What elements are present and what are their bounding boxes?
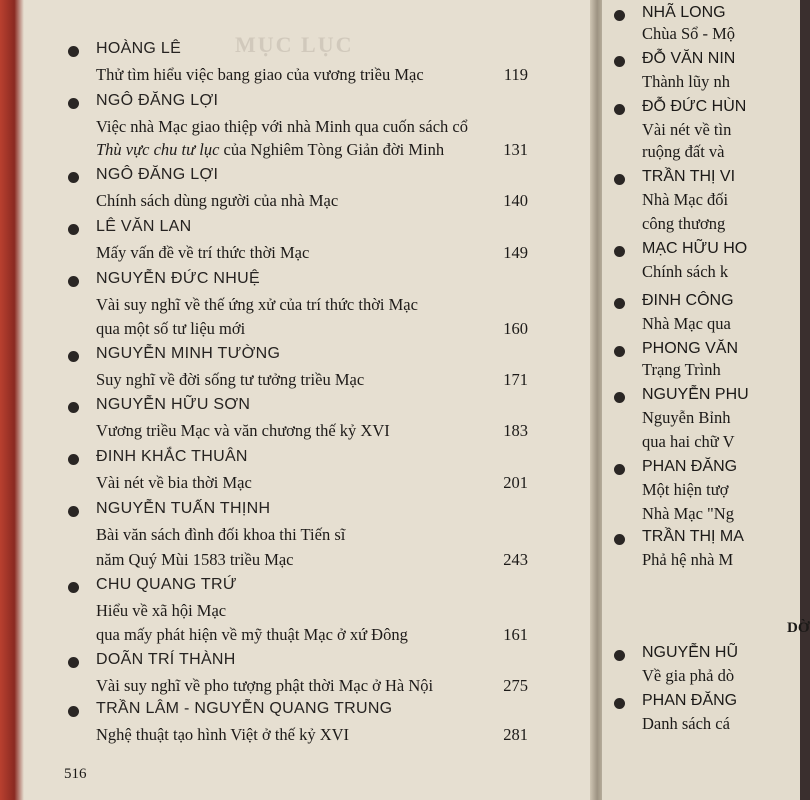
entry-author: NGUYỄN HŨ xyxy=(642,644,739,661)
entry-author: LÊ VĂN LAN xyxy=(96,218,192,235)
entry-title: Phả hệ nhà M xyxy=(642,550,734,569)
entry-title: Bài văn sách đình đối khoa thi Tiến sĩ xyxy=(96,525,346,544)
entry-page-number: 119 xyxy=(503,65,528,84)
entry-author: HOÀNG LÊ xyxy=(96,40,182,57)
entry-title: Nghệ thuật tạo hình Việt ở thế kỷ XVI xyxy=(96,725,350,744)
entry-author: CHU QUANG TRỨ xyxy=(96,576,237,593)
bullet-icon xyxy=(68,224,79,235)
entry-title-line-2: qua mấy phát hiện về mỹ thuật Mạc ở xứ Đông xyxy=(96,625,408,644)
bullet-icon xyxy=(614,346,625,357)
entry-title: Vài nét về tìn xyxy=(642,120,732,139)
bullet-icon xyxy=(68,454,79,465)
entry-author: PHONG VĂN xyxy=(642,340,739,357)
entry-title-line-2: Nhà Mạc "Ng xyxy=(642,504,734,523)
bullet-icon xyxy=(614,246,625,257)
page-folio: 516 xyxy=(64,766,87,782)
entry-title: Trạng Trình xyxy=(642,360,721,379)
entry-author: DOÃN TRÍ THÀNH xyxy=(96,651,236,668)
page-edge-shadow xyxy=(0,0,24,800)
entry-title: Thành lũy nh xyxy=(642,72,730,91)
entry-author: TRẦN THỊ VI xyxy=(642,168,736,185)
bullet-icon xyxy=(614,174,625,185)
entry-title: Về gia phả dò xyxy=(642,666,735,685)
entry-title-line-2 xyxy=(96,140,444,160)
entry-author: PHAN ĐĂNG xyxy=(642,458,738,475)
entry-page-number: 275 xyxy=(503,676,528,695)
entry-title-line-2: công thương xyxy=(642,214,726,233)
entry-title: Vương triều Mạc và văn chương thế kỷ XVI xyxy=(96,421,390,440)
entry-title: Vài nét về bia thời Mạc xyxy=(96,473,252,492)
entry-title: Nhà Mạc đối xyxy=(642,190,729,209)
entry-page-number: 161 xyxy=(503,625,528,644)
entry-page-number: 201 xyxy=(503,473,528,492)
bullet-icon xyxy=(68,402,79,413)
entry-title: Chính sách dùng người của nhà Mạc xyxy=(96,191,339,210)
bullet-icon xyxy=(68,657,79,668)
bullet-icon xyxy=(68,276,79,287)
entry-author: NGUYỄN PHU xyxy=(642,386,749,403)
entry-title: Hiểu về xã hội Mạc xyxy=(96,601,227,620)
bullet-icon xyxy=(68,706,79,717)
show-through-heading: MỤC LỤC xyxy=(235,32,354,57)
entry-page-number: 149 xyxy=(503,243,528,262)
bullet-icon xyxy=(614,464,625,475)
entry-page-number: 281 xyxy=(503,725,528,744)
entry-page-number: 243 xyxy=(503,550,528,569)
entry-author: MẠC HỮU HO xyxy=(642,240,748,257)
bullet-icon xyxy=(68,46,79,57)
entry-author: ĐINH KHẮC THUÂN xyxy=(96,448,248,465)
entry-page-number: 140 xyxy=(503,191,528,210)
entry-title-line-2: qua hai chữ V xyxy=(642,432,735,451)
entry-title: Nhà Mạc qua xyxy=(642,314,731,333)
bullet-icon xyxy=(614,392,625,403)
bullet-icon xyxy=(614,534,625,545)
bullet-icon xyxy=(614,650,625,661)
entry-author: TRẦN THỊ MA xyxy=(642,528,744,545)
bullet-icon xyxy=(68,98,79,109)
entry-page-number: 131 xyxy=(503,140,528,159)
entry-author: ĐINH CÔNG xyxy=(642,292,734,309)
entry-author: NGUYỄN HỮU SƠN xyxy=(96,396,251,413)
entry-author: NHÃ LONG xyxy=(642,4,726,21)
entry-title: Việc nhà Mạc giao thiệp với nhà Minh qua cuốn sách cổ xyxy=(96,117,468,136)
bullet-icon xyxy=(614,56,625,67)
entry-author: NGUYỄN ĐỨC NHUỆ xyxy=(96,270,260,287)
entry-title: Chùa Sổ - Mộ xyxy=(642,24,736,43)
entry-author: NGÔ ĐĂNG LỢI xyxy=(96,92,219,109)
bullet-icon xyxy=(68,582,79,593)
entry-title-line-2: năm Quý Mùi 1583 triều Mạc xyxy=(96,550,294,569)
entry-author: TRẦN LÂM - NGUYỄN QUANG TRUNG xyxy=(96,700,393,717)
section-heading: DỜ xyxy=(787,620,810,636)
entry-title-rest: của Nghiêm Tòng Giản đời Minh xyxy=(219,140,445,159)
entry-author: NGUYỄN TUẤN THỊNH xyxy=(96,500,271,517)
entry-author: ĐỖ VĂN NIN xyxy=(642,50,736,67)
bullet-icon xyxy=(614,298,625,309)
entry-title-line-2: ruộng đất và xyxy=(642,142,725,161)
entry-title: Vài suy nghĩ về pho tượng phật thời Mạc ở Hà Nội xyxy=(96,676,434,695)
entry-author: PHAN ĐĂNG xyxy=(642,692,738,709)
entry-page-number: 160 xyxy=(503,319,528,338)
entry-page-number: 171 xyxy=(503,370,528,389)
book-title-italic: Thù vực chu tư lục xyxy=(96,140,220,159)
entry-title: Nguyễn Bỉnh xyxy=(642,408,731,427)
entry-author: ĐỖ ĐỨC HÙN xyxy=(642,98,747,115)
bullet-icon xyxy=(68,351,79,362)
entry-page-number: 183 xyxy=(503,421,528,440)
bullet-icon xyxy=(614,10,625,21)
entry-title: Thử tìm hiểu việc bang giao của vương triều Mạc xyxy=(96,65,424,84)
entry-title: Một hiện tượ xyxy=(642,480,729,499)
entry-author: NGUYỄN MINH TƯỜNG xyxy=(96,345,281,362)
entry-title: Danh sách cá xyxy=(642,714,730,733)
entry-author: NGÔ ĐĂNG LỢI xyxy=(96,166,219,183)
entry-title: Chính sách k xyxy=(642,262,729,281)
bullet-icon xyxy=(614,104,625,115)
entry-title: Suy nghĩ về đời sống tư tưởng triều Mạc xyxy=(96,370,365,389)
bullet-icon xyxy=(614,698,625,709)
bullet-icon xyxy=(68,172,79,183)
entry-title: Vài suy nghĩ về thế ứng xử của trí thức thời Mạc xyxy=(96,295,418,314)
bullet-icon xyxy=(68,506,79,517)
right-page xyxy=(602,0,810,800)
entry-title: Mấy vấn đề về trí thức thời Mạc xyxy=(96,243,310,262)
entry-title-line-2: qua một số tư liệu mới xyxy=(96,319,246,338)
